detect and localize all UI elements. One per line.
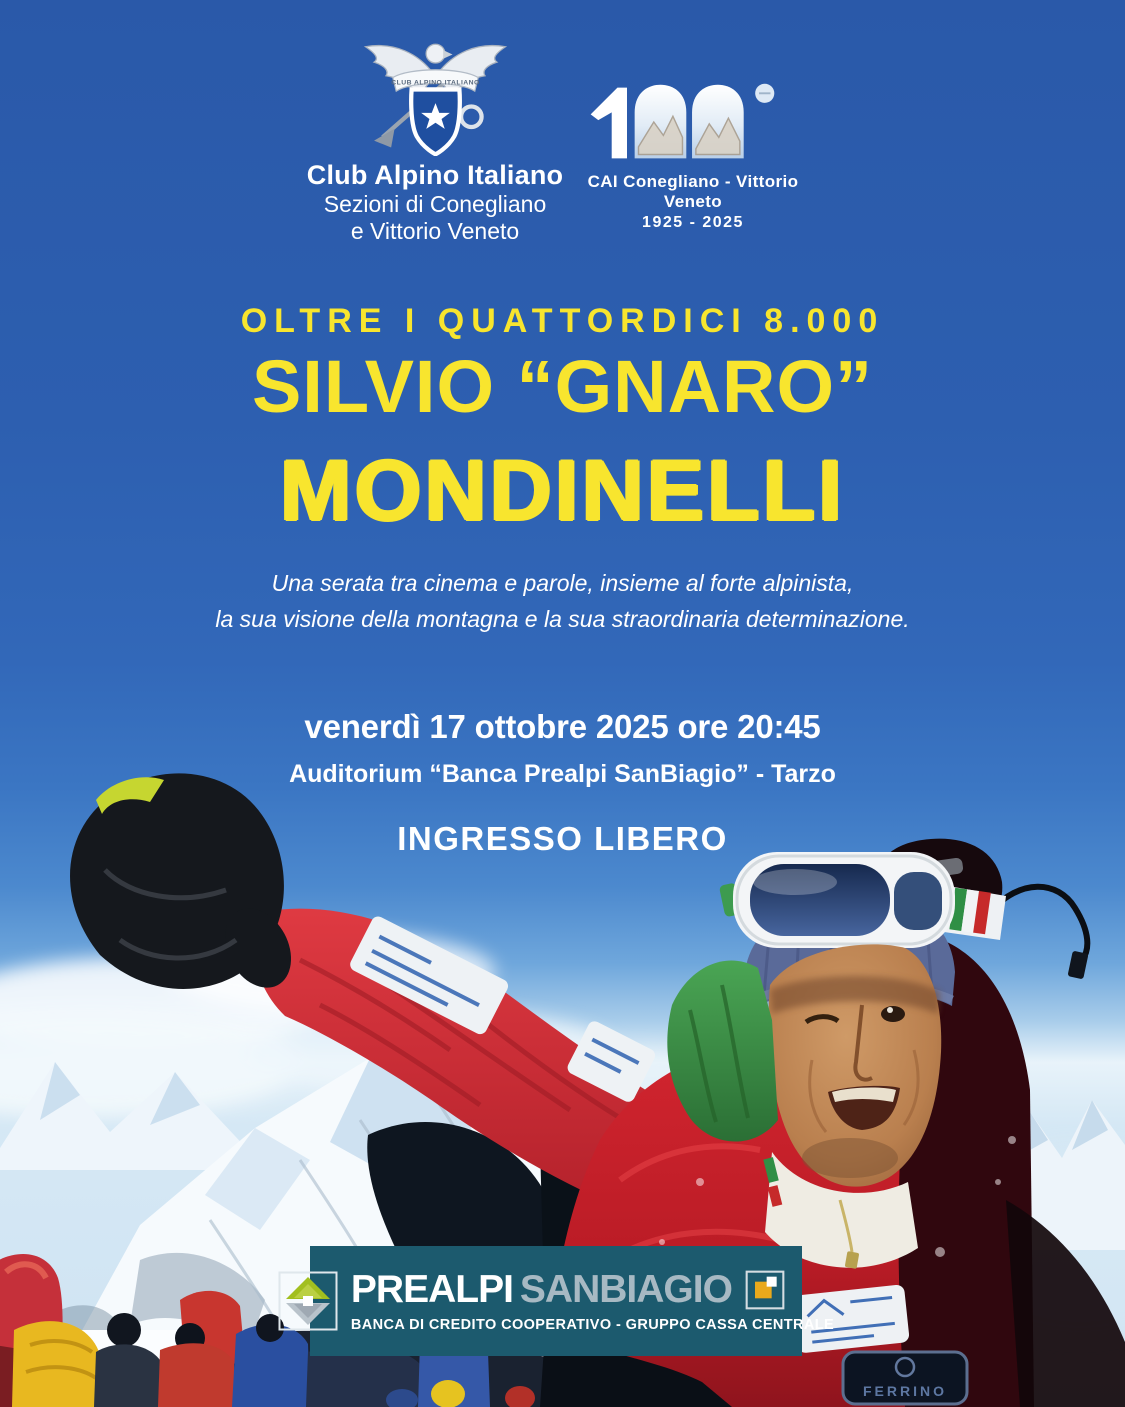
centennial-caption-line1: CAI Conegliano - Vittorio Veneto — [587, 172, 799, 211]
cai-ribbon-label: CLUB ALPINO ITALIANO — [390, 79, 480, 87]
event-title-line1: SILVIO “GNARO” — [251, 345, 874, 428]
event-description-line1: Una serata tra cinema e parole, insieme al forte alpinista, — [271, 570, 854, 596]
centennial-logo-block — [568, 78, 818, 232]
sponsor-brand-secondary: SANBIAGIO — [519, 1268, 732, 1311]
cai-subtitle-line1: Sezioni di Conegliano — [323, 191, 547, 217]
sponsor-brand-primary: PREALPI — [350, 1268, 513, 1311]
cai-eagle-logo-icon — [343, 28, 528, 156]
cassa-centrale-logo-icon — [745, 1270, 785, 1310]
event-description — [0, 566, 1125, 637]
cai-subtitle-line2: e Vittorio Veneto — [350, 218, 520, 245]
event-kicker: OLTRE I QUATTORDICI 8.000 — [240, 302, 885, 340]
prealpi-diamond-logo-icon — [278, 1271, 338, 1331]
event-admission: INGRESSO LIBERO — [397, 820, 728, 857]
ferrino-patch-label: FERRINO — [863, 1383, 947, 1399]
event-datetime: venerdì 17 ottobre 2025 ore 20:45 — [304, 708, 821, 745]
cai-logo-block — [280, 28, 590, 245]
event-venue: Auditorium “Banca Prealpi SanBiagio” - Tarzo — [289, 760, 836, 788]
sponsor-tagline: BANCA DI CREDITO COOPERATIVO - GRUPPO CASSA CENTRALE — [350, 1316, 835, 1333]
centennial-100-mark-icon — [583, 78, 803, 166]
cai-title: Club Alpino Italiano — [306, 160, 564, 190]
event-title-line2: MONDINELLI — [279, 443, 846, 539]
sponsor-banner — [310, 1246, 835, 1356]
ferrino-patch — [843, 1352, 967, 1404]
event-description-line2: la sua visione della montagna e la sua straordinaria determinazione. — [215, 605, 910, 632]
centennial-caption-line2: 1925 - 2025 — [642, 214, 744, 231]
